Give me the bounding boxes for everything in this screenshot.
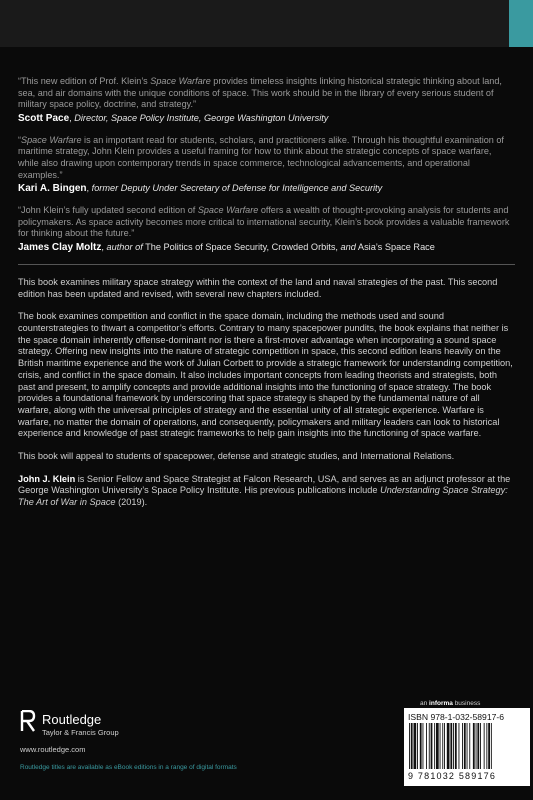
endorser-name: Kari A. Bingen xyxy=(18,183,87,195)
barcode-bar xyxy=(477,723,479,769)
endorser-role: , author of The Politics of Space Security, Crowded Orbits, and Asia’s Space Race xyxy=(101,241,435,252)
endorser-name: James Clay Moltz xyxy=(18,241,102,253)
barcode-bar xyxy=(484,723,485,769)
footer xyxy=(0,698,533,800)
barcode-bar xyxy=(462,723,463,769)
endorsement-attribution xyxy=(18,112,513,125)
informa-suffix: business xyxy=(452,700,481,707)
isbn-label: ISBN 978-1-032-58917-6 xyxy=(408,712,505,722)
publisher-name: Routledge xyxy=(42,712,102,727)
barcode-bar xyxy=(473,723,475,769)
author-name: John J. Klein xyxy=(18,473,76,484)
barcode-bar xyxy=(447,723,450,769)
endorsement-attribution xyxy=(18,182,513,195)
barcode-bar xyxy=(467,723,468,769)
barcode-bar xyxy=(417,723,418,769)
divider xyxy=(18,264,515,265)
barcode-bar xyxy=(488,723,490,769)
barcode xyxy=(408,723,526,771)
author-bio xyxy=(18,474,513,509)
barcode-bar xyxy=(436,723,439,769)
barcode-bar xyxy=(455,723,457,769)
endorsement xyxy=(18,135,513,195)
barcode-bar xyxy=(444,723,445,769)
barcode-bar xyxy=(476,723,477,769)
endorsement-quote: “John Klein’s fully updated second edition of Space Warfare offers a wealth of thought-provoking analysis for students and policymakers. As space activity becomes more critical to international security, Klein’s book provides a valuable framework for thinking about the future.” xyxy=(18,205,510,239)
endorsements xyxy=(18,76,513,254)
endorsement xyxy=(18,205,513,254)
publisher-group: Taylor & Francis Group xyxy=(42,728,119,737)
barcode-bar xyxy=(411,723,413,769)
barcode-bar xyxy=(420,723,422,769)
barcode-bar xyxy=(414,723,417,769)
barcode-bar xyxy=(480,723,481,769)
barcode-bar xyxy=(491,723,492,769)
barcode-digits: 9 781032 589176 xyxy=(408,771,497,781)
barcode-bar xyxy=(440,723,441,769)
description-paragraph: This book will appeal to students of spacepower, defense and strategic studies, and International Relations. xyxy=(18,451,455,462)
informa-name: informa xyxy=(429,700,453,707)
endorser-role: , Director, Space Policy Institute, George Washington University xyxy=(69,112,329,123)
description xyxy=(18,277,513,463)
author-bio-text: is Senior Fellow and Space Strategist at Falcon Research, USA, and serves as an adjunct professor at the George Washington University’s Space Policy Institute. His previous publications include Understanding Space Strategy: The Art of War in Space (2019). xyxy=(18,473,511,508)
barcode-bar xyxy=(423,723,424,769)
endorsement-attribution xyxy=(18,241,513,254)
publisher-website[interactable]: www.routledge.com xyxy=(20,745,86,754)
barcode-bar xyxy=(409,723,410,769)
endorsement xyxy=(18,76,513,125)
barcode-bar xyxy=(434,723,435,769)
ebook-note: Routledge titles are available as eBook editions in a range of digital formats xyxy=(20,764,237,771)
informa-business xyxy=(420,700,480,707)
routledge-logo-icon xyxy=(20,710,36,732)
barcode-bar xyxy=(442,723,443,769)
back-cover-content xyxy=(18,48,513,520)
spine-accent-tab xyxy=(509,0,533,47)
barcode-bar xyxy=(486,723,487,769)
barcode-bar xyxy=(459,723,460,769)
barcode-bar xyxy=(431,723,433,769)
barcode-bar xyxy=(450,723,452,769)
barcode-bar xyxy=(453,723,454,769)
endorser-role: , former Deputy Under Secretary of Defense for Intelligence and Security xyxy=(86,183,383,194)
barcode-panel xyxy=(404,708,530,786)
informa-prefix: an xyxy=(420,700,430,707)
barcode-bar xyxy=(464,723,466,769)
top-band xyxy=(0,0,533,47)
barcode-bar xyxy=(469,723,470,769)
description-paragraph: This book examines military space strategy within the context of the land and naval strategies of the past. This second edition has been updated and revised, with several new chapters included. xyxy=(18,276,498,299)
barcode-bar xyxy=(429,723,430,769)
endorser-name: Scott Pace xyxy=(18,112,70,124)
endorsement-quote: “Space Warfare is an important read for students, scholars, and practitioners alike. Through his thoughtful examination of maritime strategy, John Klein provides a useful framing for how to think about the strategic concepts of space warfare, while also drawing upon contemporary trends in space commerce, technological advancements, and operational examples.” xyxy=(18,134,504,180)
endorsement-quote: “This new edition of Prof. Klein’s Space Warfare provides timeless insights linking historical strategic thinking about land, sea, and air domains with the unique conditions of space. This work should be in the library of every serious student of military space policy, doctrine, and strategy.” xyxy=(18,76,502,110)
description-paragraph: The book examines competition and conflict in the space domain, including the methods used and sound counterstrategies to thwart a competitor’s efforts. Contrary to many spacepower pundits, the book explains that neither is the space domain inherently offense-dominant nor is there a first-mover advantage when incorporating a sound space strategy. Offering new insights into the nature of strategic competition in space, this second edition leans heavily on the British maritime experience and the work of Julian Corbett to provide a strategic framework for understanding competition, crisis, and conflict in the space domain. It also includes important concepts from leading theorists and strategists, both past and present, to amplify concepts and provide additional insights into the functioning of space strategy. The book provides a foundational framework by underscoring that space strategy is shaped by the fundamental nature of all warfare, along with the universal principles of strategy and the essential unity of all strategic experience. Warfare is warfare, no matter the domain of operations, and consequently, policymakers and military leaders can look to historical experience and knowledge of past strategic frameworks to help gain insights into the functioning of space warfare. xyxy=(18,311,513,439)
barcode-bar xyxy=(426,723,427,769)
